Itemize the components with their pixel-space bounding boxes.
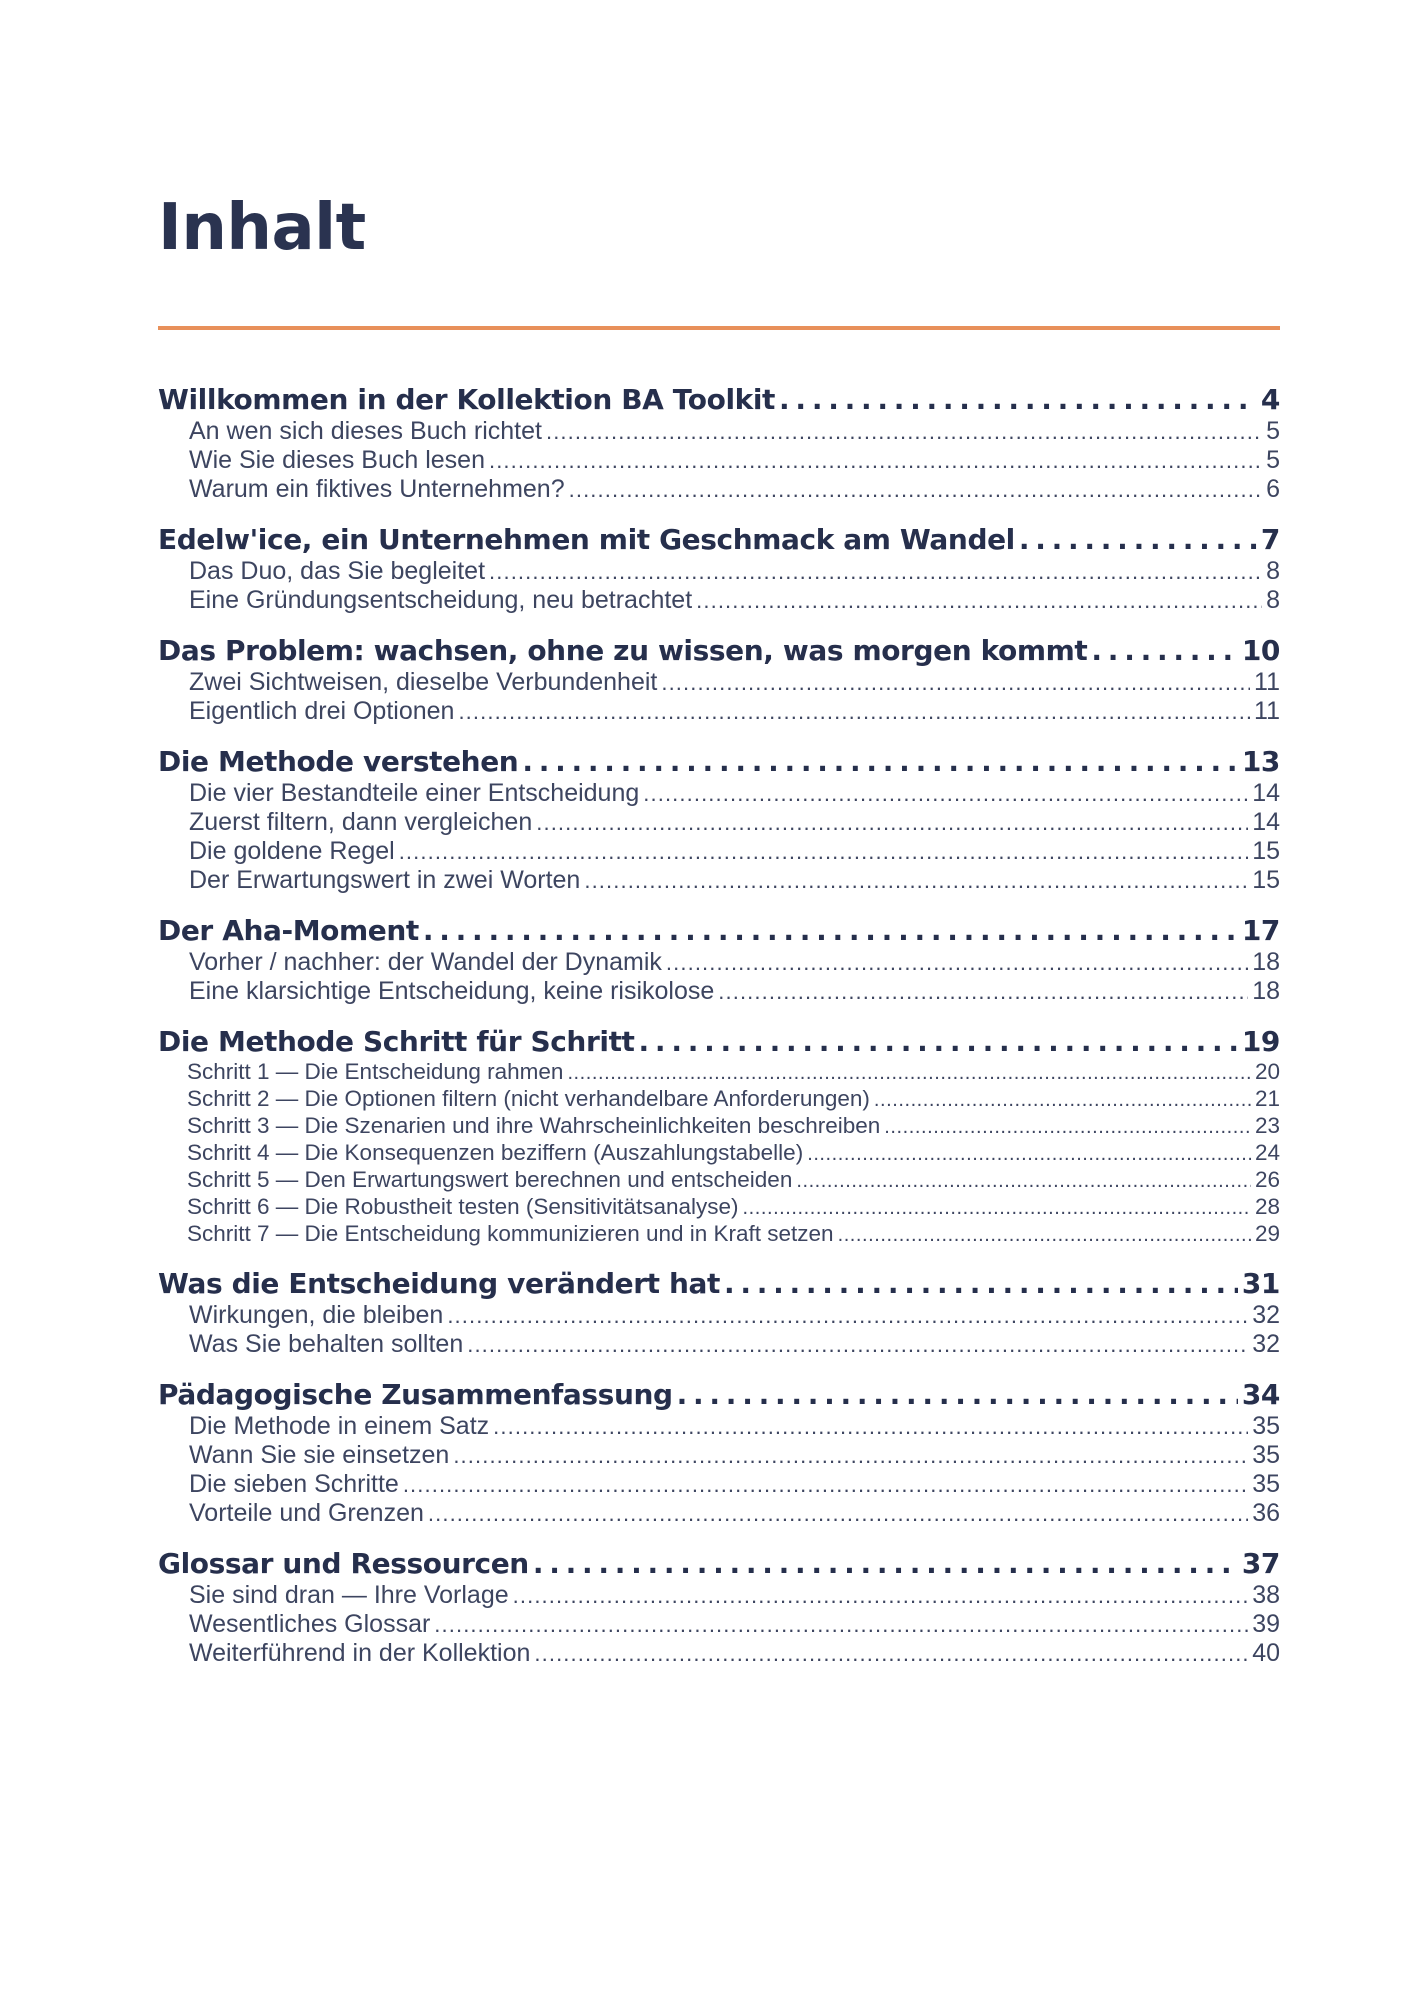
toc-entry-title: Die goldene Regel <box>189 837 395 865</box>
toc-step-entry[interactable] <box>158 1113 1280 1140</box>
dot-leader <box>743 1196 1251 1221</box>
toc-entry[interactable] <box>158 1610 1280 1639</box>
toc-chapter <box>158 1378 1280 1528</box>
toc-chapter <box>158 914 1280 1006</box>
toc-step-entry[interactable] <box>158 1194 1280 1221</box>
toc-chapter <box>158 745 1280 895</box>
dot-leader <box>434 1610 1248 1639</box>
toc-entry-title: Wann Sie sie einsetzen <box>189 1441 450 1469</box>
toc-entry-title: Wie Sie dieses Buch lesen <box>189 446 485 474</box>
toc-step-entry[interactable] <box>158 1059 1280 1086</box>
toc-entry-page: 5 <box>1266 417 1280 445</box>
toc-entry[interactable] <box>158 586 1280 615</box>
toc-entry[interactable] <box>158 1301 1280 1330</box>
dot-leader <box>639 1025 1238 1059</box>
toc-chapter-page: 7 <box>1260 523 1280 556</box>
toc-entry-page: 28 <box>1254 1194 1280 1219</box>
dot-leader <box>453 1441 1248 1470</box>
dot-leader <box>796 1169 1251 1194</box>
dot-leader <box>838 1223 1251 1248</box>
toc-entry-page: 11 <box>1254 697 1280 725</box>
toc-entry-title: Vorteile und Grenzen <box>189 1499 424 1527</box>
toc-entry[interactable] <box>158 417 1280 446</box>
dot-leader <box>696 586 1262 615</box>
dot-leader <box>661 668 1250 697</box>
toc-entry-page: 18 <box>1252 948 1280 976</box>
toc-entry[interactable] <box>158 697 1280 726</box>
toc-entry-title: Zwei Sichtweisen, dieselbe Verbundenheit <box>189 668 658 696</box>
toc-entry-page: 38 <box>1252 1581 1280 1609</box>
toc-chapter-title: Der Aha-Moment <box>158 914 419 947</box>
dot-leader <box>403 1470 1248 1499</box>
toc-entry-title: Warum ein fiktives Unternehmen? <box>189 475 565 503</box>
toc-entry-title: Schritt 6 — Die Robustheit testen (Sensitivitätsanalyse) <box>187 1194 739 1219</box>
toc-entry[interactable] <box>158 1639 1280 1668</box>
dot-leader <box>1091 634 1237 668</box>
toc-chapter <box>158 634 1280 726</box>
dot-leader <box>533 1547 1238 1581</box>
toc-entry-page: 11 <box>1254 668 1280 696</box>
toc-entry-title: Was Sie behalten sollten <box>189 1330 464 1358</box>
toc-chapter-page: 19 <box>1241 1025 1280 1058</box>
toc-entry-page: 35 <box>1252 1441 1280 1469</box>
dot-leader <box>666 948 1248 977</box>
toc-entry-page: 18 <box>1252 977 1280 1005</box>
toc-chapter-heading[interactable] <box>158 1025 1280 1059</box>
toc-entry-page: 5 <box>1266 446 1280 474</box>
toc-entry-page: 14 <box>1252 808 1280 836</box>
toc-chapter-page: 34 <box>1241 1378 1280 1411</box>
toc-chapter-title: Die Methode verstehen <box>158 745 519 778</box>
dot-leader <box>428 1499 1248 1528</box>
toc-entry[interactable] <box>158 808 1280 837</box>
toc-chapter-title: Was die Entscheidung verändert hat <box>158 1267 720 1300</box>
dot-leader <box>522 745 1238 779</box>
toc-entry[interactable] <box>158 779 1280 808</box>
toc-entry-page: 26 <box>1254 1167 1280 1192</box>
toc-chapter-page: 37 <box>1241 1547 1280 1580</box>
toc-step-entry[interactable] <box>158 1086 1280 1113</box>
toc-entry-title: Zuerst filtern, dann vergleichen <box>189 808 533 836</box>
toc-entry-title: Die sieben Schritte <box>189 1470 399 1498</box>
toc-chapter <box>158 1267 1280 1359</box>
toc-chapter-title: Edelw'ice, ein Unternehmen mit Geschmack am Wandel <box>158 523 1015 556</box>
toc-entry-title: Weiterführend in der Kollektion <box>189 1639 531 1667</box>
dot-leader <box>643 779 1248 808</box>
toc-entry-page: 29 <box>1254 1221 1280 1246</box>
toc-entry-page: 36 <box>1252 1499 1280 1527</box>
toc-chapter-heading[interactable] <box>158 383 1280 417</box>
dot-leader <box>399 837 1248 866</box>
toc-entry-page: 20 <box>1254 1059 1280 1084</box>
dot-leader <box>489 557 1262 586</box>
dot-leader <box>534 1639 1248 1668</box>
dot-leader <box>677 1378 1238 1412</box>
toc-entry-title: An wen sich dieses Buch richtet <box>189 417 542 445</box>
toc-chapter-heading[interactable] <box>158 914 1280 948</box>
toc-entry-page: 15 <box>1252 837 1280 865</box>
dot-leader <box>779 383 1257 417</box>
toc-entry[interactable] <box>158 1470 1280 1499</box>
toc-chapter-heading[interactable] <box>158 634 1280 668</box>
toc-entry[interactable] <box>158 1499 1280 1528</box>
toc-entry[interactable] <box>158 1412 1280 1441</box>
toc-chapter-page: 10 <box>1241 634 1280 667</box>
dot-leader <box>536 808 1248 837</box>
dot-leader <box>493 1412 1248 1441</box>
table-of-contents <box>158 383 1280 1687</box>
toc-chapter <box>158 1025 1280 1248</box>
title-divider <box>158 326 1280 330</box>
toc-chapter-title: Pädagogische Zusammenfassung <box>158 1378 673 1411</box>
toc-entry-page: 14 <box>1252 779 1280 807</box>
toc-chapter-heading[interactable] <box>158 745 1280 779</box>
toc-entry-title: Der Erwartungswert in zwei Worten <box>189 866 581 894</box>
toc-entry-title: Wirkungen, die bleiben <box>189 1301 444 1329</box>
toc-entry-title: Vorher / nachher: der Wandel der Dynamik <box>189 948 662 976</box>
toc-entry-title: Wesentliches Glossar <box>189 1610 431 1638</box>
toc-entry[interactable] <box>158 1581 1280 1610</box>
toc-entry-page: 6 <box>1266 475 1280 503</box>
toc-chapter <box>158 383 1280 504</box>
toc-entry-page: 32 <box>1252 1330 1280 1358</box>
toc-entry[interactable] <box>158 1330 1280 1359</box>
toc-entry-title: Die vier Bestandteile einer Entscheidung <box>189 779 640 807</box>
dot-leader <box>1019 523 1257 557</box>
toc-entry-title: Sie sind dran — Ihre Vorlage <box>189 1581 509 1609</box>
toc-entry[interactable] <box>158 446 1280 475</box>
toc-entry-title: Die Methode in einem Satz <box>189 1412 490 1440</box>
toc-entry-title: Eine klarsichtige Entscheidung, keine risikolose <box>189 977 715 1005</box>
toc-chapter-page: 13 <box>1241 745 1280 778</box>
toc-chapter <box>158 1547 1280 1668</box>
toc-entry[interactable] <box>158 977 1280 1006</box>
toc-entry-page: 23 <box>1254 1113 1280 1138</box>
toc-chapter-heading[interactable] <box>158 1267 1280 1301</box>
dot-leader <box>513 1581 1249 1610</box>
toc-entry-page: 15 <box>1252 866 1280 894</box>
toc-entry-title: Schritt 1 — Die Entscheidung rahmen <box>187 1059 564 1084</box>
toc-entry-title: Eine Gründungsentscheidung, neu betrachtet <box>189 586 693 614</box>
toc-chapter <box>158 523 1280 615</box>
toc-chapter-page: 31 <box>1241 1267 1280 1300</box>
dot-leader <box>423 914 1238 948</box>
page-title: Inhalt <box>158 191 366 265</box>
toc-step-entry[interactable] <box>158 1140 1280 1167</box>
toc-entry[interactable] <box>158 1441 1280 1470</box>
toc-chapter-title: Glossar und Ressourcen <box>158 1547 529 1580</box>
toc-entry-page: 35 <box>1252 1470 1280 1498</box>
toc-entry-title: Schritt 4 — Die Konsequenzen beziffern (Auszahlungstabelle) <box>187 1140 804 1165</box>
toc-entry[interactable] <box>158 866 1280 895</box>
toc-entry[interactable] <box>158 475 1280 504</box>
toc-chapter-title: Das Problem: wachsen, ohne zu wissen, was morgen kommt <box>158 634 1088 667</box>
toc-entry-title: Schritt 7 — Die Entscheidung kommunizieren und in Kraft setzen <box>187 1221 834 1246</box>
toc-chapter-heading[interactable] <box>158 1547 1280 1581</box>
dot-leader <box>584 866 1248 895</box>
toc-chapter-heading[interactable] <box>158 523 1280 557</box>
dot-leader <box>569 475 1262 504</box>
toc-entry-title: Schritt 5 — Den Erwartungswert berechnen und entscheiden <box>187 1167 793 1192</box>
toc-step-entry[interactable] <box>158 1167 1280 1194</box>
toc-entry-page: 39 <box>1252 1610 1280 1638</box>
toc-entry[interactable] <box>158 668 1280 697</box>
toc-entry-page: 35 <box>1252 1412 1280 1440</box>
toc-entry[interactable] <box>158 948 1280 977</box>
toc-entry-page: 40 <box>1252 1639 1280 1667</box>
toc-entry-title: Eigentlich drei Optionen <box>189 697 455 725</box>
toc-entry-title: Schritt 3 — Die Szenarien und ihre Wahrscheinlichkeiten beschreiben <box>187 1113 881 1138</box>
dot-leader <box>874 1088 1251 1113</box>
dot-leader <box>567 1061 1251 1086</box>
toc-entry-page: 21 <box>1254 1086 1280 1111</box>
dot-leader <box>447 1301 1248 1330</box>
dot-leader <box>807 1142 1251 1167</box>
toc-chapter-heading[interactable] <box>158 1378 1280 1412</box>
toc-entry-title: Schritt 2 — Die Optionen filtern (nicht verhandelbare Anforderungen) <box>187 1086 870 1111</box>
toc-entry-page: 24 <box>1254 1140 1280 1165</box>
dot-leader <box>718 977 1248 1006</box>
toc-entry-page: 8 <box>1266 557 1280 585</box>
dot-leader <box>467 1330 1248 1359</box>
toc-entry-title: Das Duo, das Sie begleitet <box>189 557 486 585</box>
dot-leader <box>546 417 1262 446</box>
toc-entry[interactable] <box>158 557 1280 586</box>
dot-leader <box>489 446 1262 475</box>
toc-entry-page: 8 <box>1266 586 1280 614</box>
toc-step-entry[interactable] <box>158 1221 1280 1248</box>
toc-chapter-page: 17 <box>1241 914 1280 947</box>
dot-leader <box>884 1115 1251 1140</box>
toc-chapter-title: Die Methode Schritt für Schritt <box>158 1025 635 1058</box>
toc-entry-page: 32 <box>1252 1301 1280 1329</box>
dot-leader <box>458 697 1250 726</box>
toc-entry[interactable] <box>158 837 1280 866</box>
toc-chapter-title: Willkommen in der Kollektion BA Toolkit <box>158 383 776 416</box>
dot-leader <box>724 1267 1238 1301</box>
toc-chapter-page: 4 <box>1260 383 1280 416</box>
